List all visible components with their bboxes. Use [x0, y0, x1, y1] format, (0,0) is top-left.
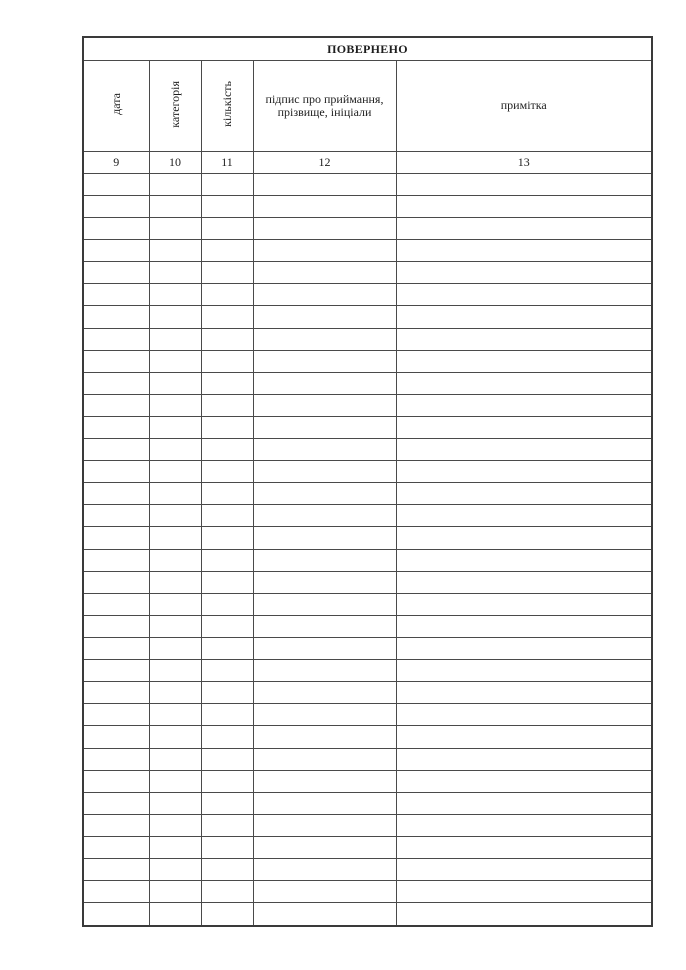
- quantity-cell[interactable]: [201, 615, 253, 637]
- table-row: [84, 173, 651, 195]
- note-cell[interactable]: [396, 726, 651, 748]
- quantity-cell[interactable]: [201, 770, 253, 792]
- note-cell[interactable]: [396, 416, 651, 438]
- date-cell[interactable]: [84, 792, 149, 814]
- date-cell[interactable]: [84, 837, 149, 859]
- category-cell[interactable]: [149, 748, 201, 770]
- table-row: [84, 881, 651, 903]
- date-cell[interactable]: [84, 483, 149, 505]
- header-signature-line-2: прізвище, ініціали: [277, 104, 372, 119]
- quantity-cell[interactable]: [201, 881, 253, 903]
- table-row: [84, 549, 651, 571]
- note-cell[interactable]: [396, 262, 651, 284]
- date-cell[interactable]: [84, 173, 149, 195]
- date-cell[interactable]: [84, 306, 149, 328]
- category-cell[interactable]: [149, 903, 201, 925]
- signature-cell[interactable]: [253, 284, 396, 306]
- quantity-cell[interactable]: [201, 748, 253, 770]
- signature-cell[interactable]: [253, 770, 396, 792]
- table-row: [84, 903, 651, 925]
- date-cell[interactable]: [84, 593, 149, 615]
- quantity-cell[interactable]: [201, 217, 253, 239]
- note-cell[interactable]: [396, 461, 651, 483]
- date-cell[interactable]: [84, 461, 149, 483]
- signature-cell[interactable]: [253, 350, 396, 372]
- category-cell[interactable]: [149, 306, 201, 328]
- category-cell[interactable]: [149, 704, 201, 726]
- note-cell[interactable]: [396, 903, 651, 925]
- header-note-label: примітка: [500, 98, 547, 113]
- note-cell[interactable]: [396, 549, 651, 571]
- table-row: [84, 328, 651, 350]
- date-cell[interactable]: [84, 527, 149, 549]
- signature-cell[interactable]: [253, 638, 396, 660]
- table-row: [84, 527, 651, 549]
- date-cell[interactable]: [84, 770, 149, 792]
- table-row: [84, 770, 651, 792]
- quantity-cell[interactable]: [201, 461, 253, 483]
- signature-cell[interactable]: [253, 881, 396, 903]
- note-cell[interactable]: [396, 527, 651, 549]
- date-cell[interactable]: [84, 814, 149, 836]
- date-cell[interactable]: [84, 704, 149, 726]
- category-cell[interactable]: [149, 859, 201, 881]
- table-row: [84, 240, 651, 262]
- quantity-cell[interactable]: [201, 505, 253, 527]
- category-cell[interactable]: [149, 350, 201, 372]
- header-category: [149, 61, 201, 152]
- header-date-label: дата: [109, 93, 124, 116]
- quantity-cell[interactable]: [201, 328, 253, 350]
- signature-cell[interactable]: [253, 748, 396, 770]
- date-cell[interactable]: [84, 240, 149, 262]
- column-number-row: [84, 151, 651, 173]
- signature-cell[interactable]: [253, 195, 396, 217]
- table-row: [84, 350, 651, 372]
- table-row: [84, 195, 651, 217]
- note-cell[interactable]: [396, 814, 651, 836]
- note-cell[interactable]: [396, 770, 651, 792]
- category-cell[interactable]: [149, 792, 201, 814]
- signature-cell[interactable]: [253, 461, 396, 483]
- quantity-cell[interactable]: [201, 549, 253, 571]
- date-cell[interactable]: [84, 571, 149, 593]
- table-row: [84, 571, 651, 593]
- note-cell[interactable]: [396, 660, 651, 682]
- table-row: [84, 394, 651, 416]
- quantity-cell[interactable]: [201, 173, 253, 195]
- date-cell[interactable]: [84, 217, 149, 239]
- note-cell[interactable]: [396, 240, 651, 262]
- category-cell[interactable]: [149, 638, 201, 660]
- note-cell[interactable]: [396, 748, 651, 770]
- table-row: [84, 704, 651, 726]
- signature-cell[interactable]: [253, 372, 396, 394]
- table-row: [84, 372, 651, 394]
- quantity-cell[interactable]: [201, 439, 253, 461]
- date-cell[interactable]: [84, 660, 149, 682]
- note-cell[interactable]: [396, 483, 651, 505]
- signature-cell[interactable]: [253, 682, 396, 704]
- signature-cell[interactable]: [253, 217, 396, 239]
- column-number-10: 10: [149, 151, 201, 173]
- category-cell[interactable]: [149, 571, 201, 593]
- column-number-13: 13: [396, 151, 651, 173]
- header-quantity-label: кількість: [220, 81, 234, 128]
- date-cell[interactable]: [84, 262, 149, 284]
- category-cell[interactable]: [149, 726, 201, 748]
- note-cell[interactable]: [396, 394, 651, 416]
- quantity-cell[interactable]: [201, 704, 253, 726]
- table-row: [84, 660, 651, 682]
- category-cell[interactable]: [149, 615, 201, 637]
- column-number-11: 11: [201, 151, 253, 173]
- date-cell[interactable]: [84, 859, 149, 881]
- signature-cell[interactable]: [253, 306, 396, 328]
- signature-cell[interactable]: [253, 726, 396, 748]
- category-cell[interactable]: [149, 240, 201, 262]
- quantity-cell[interactable]: [201, 416, 253, 438]
- table-row: [84, 306, 651, 328]
- table-row: [84, 284, 651, 306]
- category-cell[interactable]: [149, 461, 201, 483]
- date-cell[interactable]: [84, 903, 149, 925]
- table-row: [84, 814, 651, 836]
- table-row: [84, 505, 651, 527]
- quantity-cell[interactable]: [201, 240, 253, 262]
- category-cell[interactable]: [149, 394, 201, 416]
- table-row: [84, 439, 651, 461]
- signature-cell[interactable]: [253, 483, 396, 505]
- quantity-cell[interactable]: [201, 372, 253, 394]
- signature-cell[interactable]: [253, 660, 396, 682]
- date-cell[interactable]: [84, 682, 149, 704]
- category-cell[interactable]: [149, 439, 201, 461]
- header-quantity: [201, 61, 253, 152]
- header-category-label: категорія: [168, 81, 182, 128]
- return-ledger-form: [82, 36, 653, 927]
- category-cell[interactable]: [149, 770, 201, 792]
- table-row: [84, 262, 651, 284]
- category-cell[interactable]: [149, 837, 201, 859]
- quantity-cell[interactable]: [201, 394, 253, 416]
- category-cell[interactable]: [149, 527, 201, 549]
- quantity-cell[interactable]: [201, 593, 253, 615]
- signature-cell[interactable]: [253, 527, 396, 549]
- form-title: ПОВЕРНЕНО: [84, 38, 651, 61]
- date-cell[interactable]: [84, 328, 149, 350]
- signature-cell[interactable]: [253, 792, 396, 814]
- note-cell[interactable]: [396, 792, 651, 814]
- table-row: [84, 837, 651, 859]
- date-cell[interactable]: [84, 394, 149, 416]
- signature-cell[interactable]: [253, 394, 396, 416]
- quantity-cell[interactable]: [201, 859, 253, 881]
- category-cell[interactable]: [149, 173, 201, 195]
- note-cell[interactable]: [396, 615, 651, 637]
- signature-cell[interactable]: [253, 571, 396, 593]
- date-cell[interactable]: [84, 416, 149, 438]
- date-cell[interactable]: [84, 372, 149, 394]
- signature-cell[interactable]: [253, 505, 396, 527]
- table-row: [84, 217, 651, 239]
- note-cell[interactable]: [396, 593, 651, 615]
- signature-cell[interactable]: [253, 240, 396, 262]
- header-signature: [253, 61, 396, 152]
- note-cell[interactable]: [396, 173, 651, 195]
- table-row: [84, 483, 651, 505]
- signature-cell[interactable]: [253, 903, 396, 925]
- signature-cell[interactable]: [253, 439, 396, 461]
- note-cell[interactable]: [396, 284, 651, 306]
- date-cell[interactable]: [84, 726, 149, 748]
- table-row: [84, 682, 651, 704]
- date-cell[interactable]: [84, 881, 149, 903]
- table-row: [84, 461, 651, 483]
- category-cell[interactable]: [149, 284, 201, 306]
- note-cell[interactable]: [396, 217, 651, 239]
- quantity-cell[interactable]: [201, 284, 253, 306]
- signature-cell[interactable]: [253, 704, 396, 726]
- header-note: [396, 61, 651, 152]
- note-cell[interactable]: [396, 350, 651, 372]
- category-cell[interactable]: [149, 217, 201, 239]
- category-cell[interactable]: [149, 372, 201, 394]
- date-cell[interactable]: [84, 439, 149, 461]
- table-row: [84, 859, 651, 881]
- note-cell[interactable]: [396, 328, 651, 350]
- table-row: [84, 748, 651, 770]
- table-row: [84, 416, 651, 438]
- note-cell[interactable]: [396, 881, 651, 903]
- table-row: [84, 593, 651, 615]
- quantity-cell[interactable]: [201, 195, 253, 217]
- quantity-cell[interactable]: [201, 660, 253, 682]
- note-cell[interactable]: [396, 195, 651, 217]
- quantity-cell[interactable]: [201, 837, 253, 859]
- signature-cell[interactable]: [253, 328, 396, 350]
- category-cell[interactable]: [149, 682, 201, 704]
- date-cell[interactable]: [84, 350, 149, 372]
- category-cell[interactable]: [149, 881, 201, 903]
- signature-cell[interactable]: [253, 173, 396, 195]
- signature-cell[interactable]: [253, 615, 396, 637]
- column-number-9: 9: [84, 151, 149, 173]
- table-row: [84, 726, 651, 748]
- date-cell[interactable]: [84, 638, 149, 660]
- quantity-cell[interactable]: [201, 571, 253, 593]
- category-cell[interactable]: [149, 505, 201, 527]
- table-row: [84, 615, 651, 637]
- note-cell[interactable]: [396, 571, 651, 593]
- signature-cell[interactable]: [253, 814, 396, 836]
- note-cell[interactable]: [396, 638, 651, 660]
- signature-cell[interactable]: [253, 837, 396, 859]
- note-cell[interactable]: [396, 306, 651, 328]
- signature-cell[interactable]: [253, 262, 396, 284]
- title-row: [84, 38, 651, 61]
- header-date: [84, 61, 149, 152]
- quantity-cell[interactable]: [201, 726, 253, 748]
- quantity-cell[interactable]: [201, 483, 253, 505]
- note-cell[interactable]: [396, 439, 651, 461]
- header-signature-line-1: підпис про приймання,: [265, 91, 384, 106]
- category-cell[interactable]: [149, 660, 201, 682]
- category-cell[interactable]: [149, 814, 201, 836]
- date-cell[interactable]: [84, 748, 149, 770]
- note-cell[interactable]: [396, 837, 651, 859]
- category-cell[interactable]: [149, 416, 201, 438]
- signature-cell[interactable]: [253, 549, 396, 571]
- table-row: [84, 792, 651, 814]
- column-header-row: [84, 61, 651, 152]
- quantity-cell[interactable]: [201, 903, 253, 925]
- date-cell[interactable]: [84, 615, 149, 637]
- date-cell[interactable]: [84, 505, 149, 527]
- note-cell[interactable]: [396, 682, 651, 704]
- quantity-cell[interactable]: [201, 306, 253, 328]
- quantity-cell[interactable]: [201, 814, 253, 836]
- category-cell[interactable]: [149, 328, 201, 350]
- category-cell[interactable]: [149, 262, 201, 284]
- signature-cell[interactable]: [253, 859, 396, 881]
- note-cell[interactable]: [396, 505, 651, 527]
- column-number-12: 12: [253, 151, 396, 173]
- quantity-cell[interactable]: [201, 682, 253, 704]
- quantity-cell[interactable]: [201, 262, 253, 284]
- category-cell[interactable]: [149, 593, 201, 615]
- table-row: [84, 638, 651, 660]
- quantity-cell[interactable]: [201, 527, 253, 549]
- quantity-cell[interactable]: [201, 792, 253, 814]
- quantity-cell[interactable]: [201, 350, 253, 372]
- date-cell[interactable]: [84, 284, 149, 306]
- category-cell[interactable]: [149, 195, 201, 217]
- note-cell[interactable]: [396, 372, 651, 394]
- note-cell[interactable]: [396, 859, 651, 881]
- signature-cell[interactable]: [253, 593, 396, 615]
- date-cell[interactable]: [84, 549, 149, 571]
- quantity-cell[interactable]: [201, 638, 253, 660]
- signature-cell[interactable]: [253, 416, 396, 438]
- return-ledger-table: [84, 38, 651, 925]
- note-cell[interactable]: [396, 704, 651, 726]
- date-cell[interactable]: [84, 195, 149, 217]
- category-cell[interactable]: [149, 483, 201, 505]
- category-cell[interactable]: [149, 549, 201, 571]
